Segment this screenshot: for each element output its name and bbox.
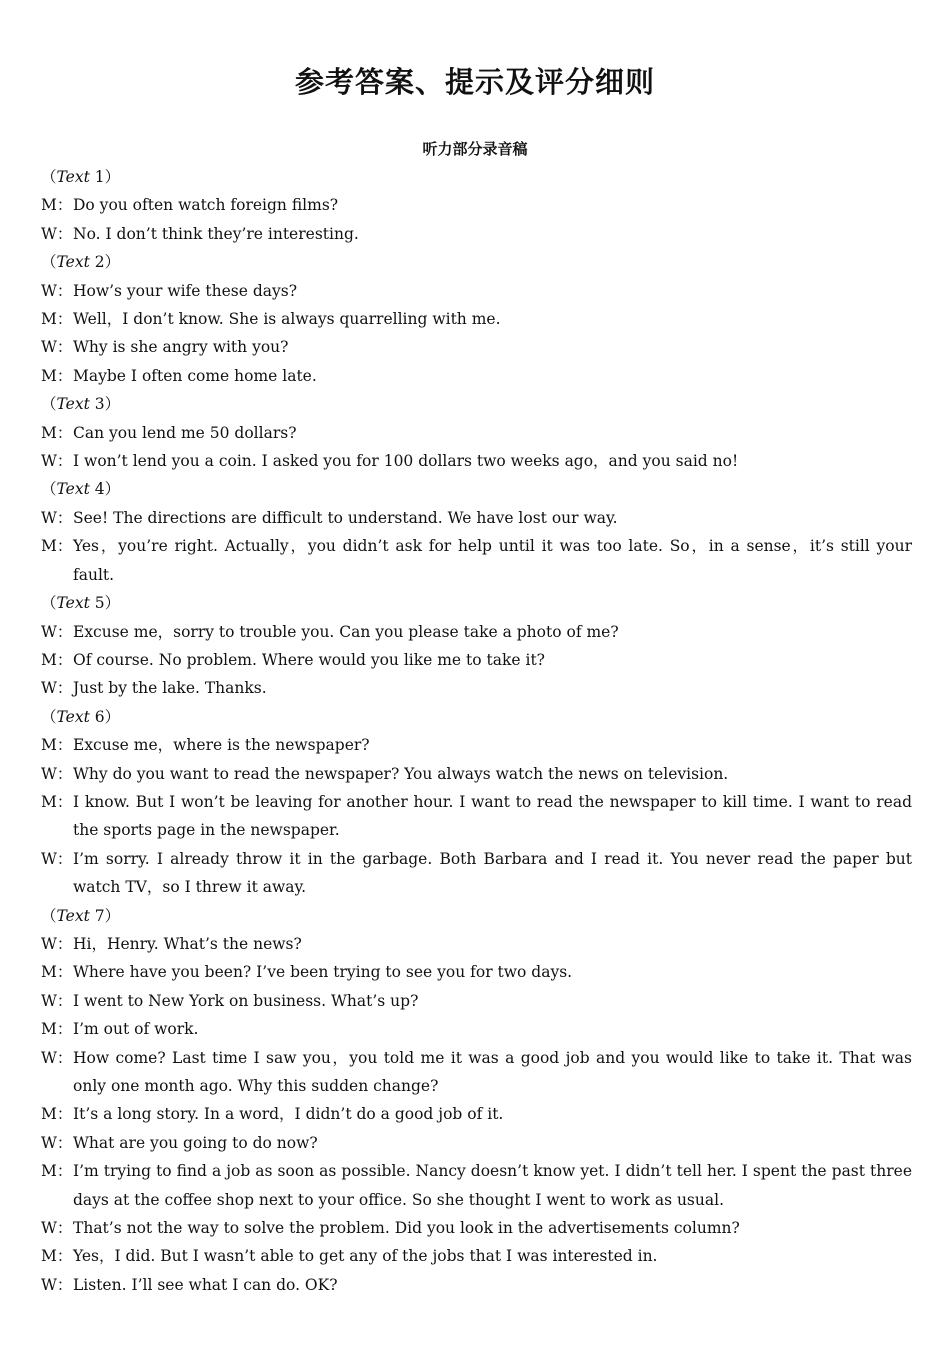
text-label: Text bbox=[56, 707, 90, 726]
speaker-label: W： bbox=[41, 1133, 73, 1152]
speaker-label: W： bbox=[41, 991, 73, 1010]
text-number: 1 bbox=[94, 168, 105, 186]
listening-transcript bbox=[41, 163, 912, 1299]
dialogue-text: That’s not the way to solve the problem. Did you look in the advertisements column? bbox=[73, 1219, 740, 1238]
dialogue-line bbox=[41, 333, 912, 361]
text-header-6 bbox=[41, 703, 912, 731]
dialogue-line bbox=[41, 277, 912, 305]
dialogue-text: It’s a long story. In a word，I didn’t do a good job of it. bbox=[73, 1105, 504, 1124]
speaker-label: W： bbox=[41, 281, 73, 300]
dialogue-text: I went to New York on business. What’s up? bbox=[73, 991, 419, 1010]
dialogue-text: Where have you been? I’ve been trying to see you for two days. bbox=[73, 963, 573, 982]
paren-open: （ bbox=[41, 594, 57, 613]
speaker-label: M： bbox=[41, 196, 73, 215]
dialogue-line bbox=[41, 362, 912, 390]
paren-close: ） bbox=[104, 168, 121, 186]
dialogue-line bbox=[41, 1044, 912, 1101]
speaker-label: M： bbox=[41, 310, 73, 329]
section-title: 听力部分录音稿 bbox=[422, 140, 528, 158]
speaker-label: W： bbox=[41, 338, 73, 357]
text-label: Text bbox=[56, 906, 90, 925]
dialogue-line bbox=[41, 220, 912, 248]
text-number: 4 bbox=[94, 480, 105, 499]
dialogue-line bbox=[41, 504, 912, 532]
text-header-2 bbox=[41, 248, 912, 276]
paren-open: （ bbox=[41, 906, 57, 925]
speaker-label: W： bbox=[41, 679, 73, 698]
dialogue-text: Excuse me，sorry to trouble you. Can you please take a photo of me? bbox=[73, 622, 619, 641]
dialogue-text: How’s your wife these days? bbox=[73, 281, 298, 300]
dialogue-text: No. I don’t think they’re interesting. bbox=[73, 224, 359, 243]
text-header-5 bbox=[41, 589, 912, 617]
dialogue-line bbox=[41, 731, 912, 759]
dialogue-text: Maybe I often come home late. bbox=[73, 366, 317, 385]
dialogue-text: See! The directions are difficult to understand. We have lost our way. bbox=[73, 508, 618, 527]
speaker-label: M： bbox=[41, 1247, 73, 1266]
text-header-4 bbox=[41, 475, 912, 503]
paren-close: ） bbox=[104, 594, 121, 613]
speaker-label: W： bbox=[41, 849, 73, 868]
text-label: Text bbox=[56, 480, 90, 499]
dialogue-text: Of course. No problem. Where would you like me to take it? bbox=[73, 650, 545, 669]
dialogue-text: I’m trying to find a job as soon as possible. Nancy doesn’t know yet. I didn’t tell her. I spent the past three days at the coffee shop next to your office. So she thought I went to work as usual. bbox=[73, 1162, 912, 1209]
paren-open: （ bbox=[41, 480, 57, 499]
dialogue-line bbox=[41, 987, 912, 1015]
dialogue-line bbox=[41, 618, 912, 646]
speaker-label: W： bbox=[41, 1048, 73, 1067]
speaker-label: W： bbox=[41, 764, 73, 783]
dialogue-line bbox=[41, 305, 912, 333]
dialogue-text: Do you often watch foreign films? bbox=[73, 196, 339, 215]
text-number: 6 bbox=[94, 707, 105, 726]
dialogue-text: Listen. I’ll see what I can do. OK? bbox=[73, 1275, 338, 1294]
text-header-3 bbox=[41, 390, 912, 418]
speaker-label: W： bbox=[41, 1275, 73, 1294]
paren-open: （ bbox=[41, 253, 57, 272]
text-label: Text bbox=[56, 594, 90, 613]
paren-close: ） bbox=[104, 480, 121, 499]
speaker-label: W： bbox=[41, 452, 73, 471]
speaker-label: W： bbox=[41, 934, 73, 953]
paren-open: （ bbox=[41, 707, 57, 726]
speaker-label: M： bbox=[41, 423, 73, 442]
dialogue-line bbox=[41, 930, 912, 958]
dialogue-text: What are you going to do now? bbox=[73, 1133, 318, 1152]
text-header-7 bbox=[41, 902, 912, 930]
dialogue-line bbox=[41, 958, 912, 986]
paren-close: ） bbox=[104, 906, 121, 925]
speaker-label: W： bbox=[41, 508, 73, 527]
text-number: 2 bbox=[94, 253, 105, 272]
dialogue-line bbox=[41, 788, 912, 845]
dialogue-line bbox=[41, 1214, 912, 1242]
speaker-label: M： bbox=[41, 792, 73, 811]
dialogue-line bbox=[41, 191, 912, 219]
paren-open: （ bbox=[41, 395, 57, 414]
speaker-label: M： bbox=[41, 1105, 73, 1124]
dialogue-line bbox=[41, 646, 912, 674]
dialogue-text: Just by the lake. Thanks. bbox=[73, 679, 267, 698]
speaker-label: W： bbox=[41, 622, 73, 641]
speaker-label: M： bbox=[41, 736, 73, 755]
dialogue-line bbox=[41, 1100, 912, 1128]
dialogue-text: Hi，Henry. What’s the news? bbox=[73, 934, 302, 953]
dialogue-line bbox=[41, 760, 912, 788]
text-header-1 bbox=[41, 163, 912, 191]
dialogue-text: Well，I don’t know. She is always quarrelling with me. bbox=[73, 310, 501, 329]
dialogue-line bbox=[41, 447, 912, 475]
dialogue-line bbox=[41, 1015, 912, 1043]
dialogue-text: I’m sorry. I already throw it in the garbage. Both Barbara and I read it. You never read the paper but watch TV，so I threw it away. bbox=[73, 849, 912, 897]
paren-close: ） bbox=[104, 253, 121, 272]
speaker-label: M： bbox=[41, 537, 73, 556]
dialogue-line bbox=[41, 1242, 912, 1270]
paren-close: ） bbox=[104, 707, 121, 726]
speaker-label: M： bbox=[41, 1020, 73, 1039]
text-label: Text bbox=[56, 395, 90, 414]
text-label: Text bbox=[56, 168, 90, 186]
speaker-label: M： bbox=[41, 366, 73, 385]
dialogue-text: Yes，I did. But I wasn’t able to get any of the jobs that I was interested in. bbox=[73, 1247, 658, 1266]
speaker-label: M： bbox=[41, 650, 73, 669]
paren-close: ） bbox=[104, 395, 121, 414]
paren-open: （ bbox=[41, 168, 57, 186]
dialogue-text: I’m out of work. bbox=[73, 1020, 199, 1039]
dialogue-text: Can you lend me 50 dollars? bbox=[73, 423, 297, 442]
dialogue-text: Yes，you’re right. Actually，you didn’t ask for help until it was too late. So，in a sense，it’s still your fault. bbox=[73, 537, 912, 584]
dialogue-line bbox=[41, 845, 912, 902]
page-title: 参考答案、提示及评分细则 bbox=[294, 65, 655, 99]
dialogue-line bbox=[41, 674, 912, 702]
dialogue-text: Excuse me，where is the newspaper? bbox=[73, 736, 370, 755]
dialogue-line bbox=[41, 419, 912, 447]
text-label: Text bbox=[56, 253, 90, 272]
speaker-label: M： bbox=[41, 963, 73, 982]
dialogue-line bbox=[41, 1271, 912, 1299]
dialogue-line bbox=[41, 1157, 912, 1214]
dialogue-line bbox=[41, 1129, 912, 1157]
speaker-label: W： bbox=[41, 1219, 73, 1238]
dialogue-text: I won’t lend you a coin. I asked you for 100 dollars two weeks ago，and you said no! bbox=[73, 452, 739, 471]
dialogue-line bbox=[41, 532, 912, 589]
dialogue-text: How come? Last time I saw you，you told me it was a good job and you would like to take it. That was only one month ago. Why this sudden change? bbox=[73, 1048, 912, 1095]
speaker-label: W： bbox=[41, 224, 73, 243]
dialogue-text: I know. But I won’t be leaving for another hour. I want to read the newspaper to kill time. I want to read the sports page in the newspaper. bbox=[73, 792, 912, 840]
text-number: 5 bbox=[94, 594, 105, 613]
text-number: 7 bbox=[94, 906, 105, 925]
text-number: 3 bbox=[94, 395, 105, 414]
speaker-label: M： bbox=[41, 1162, 73, 1181]
dialogue-text: Why do you want to read the newspaper? You always watch the news on television. bbox=[73, 764, 729, 783]
dialogue-text: Why is she angry with you? bbox=[73, 338, 289, 357]
